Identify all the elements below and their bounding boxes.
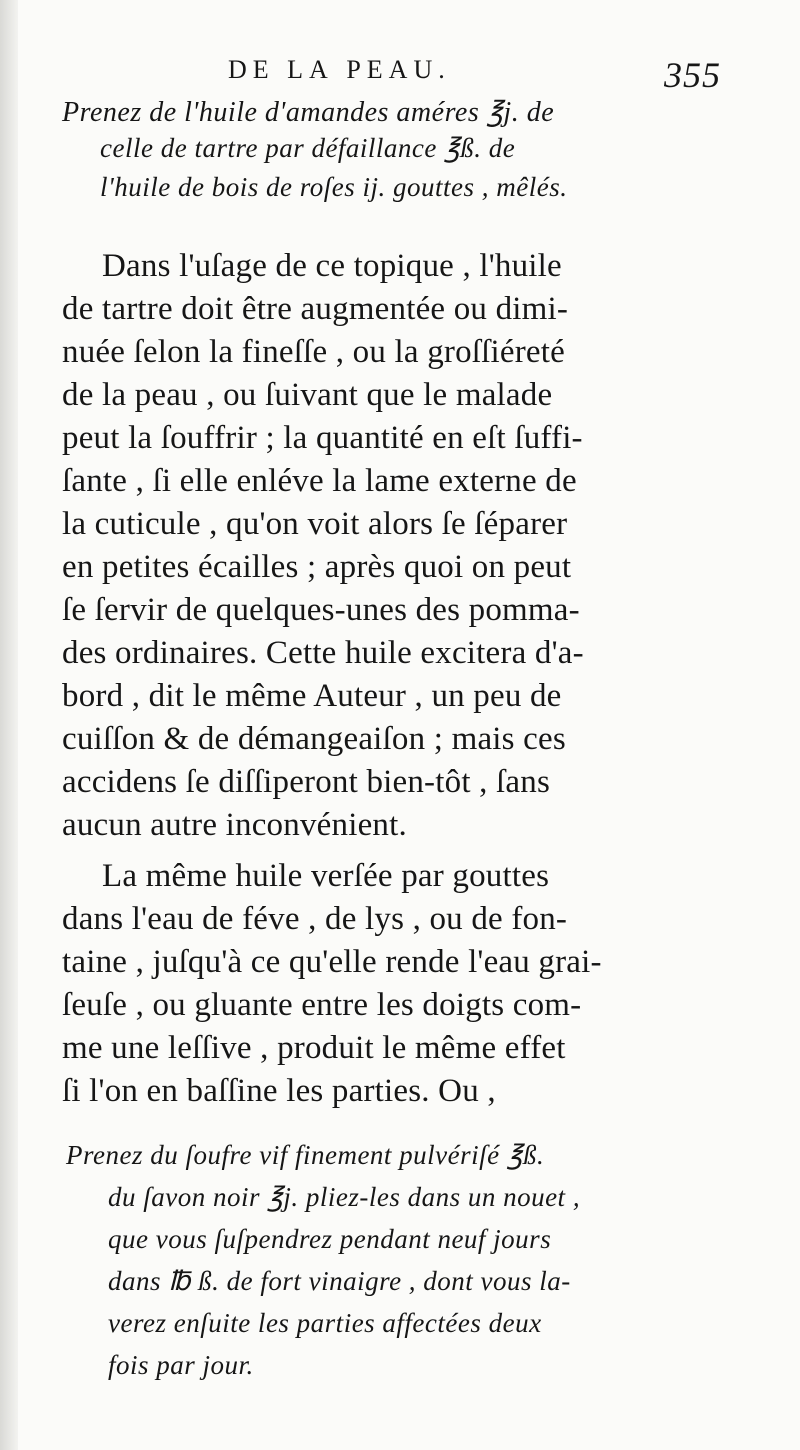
text-line: dans ℔ ß. de fort vinaigre , dont vous la- <box>108 1266 571 1296</box>
text-line: cuiſſon & de démangeaiſon ; mais ces <box>62 721 566 757</box>
text-line: la cuticule , qu'on voit alors ſe ſéparer <box>62 506 568 542</box>
recipe-block-1 <box>0 95 800 225</box>
text-line: bord , dit le même Auteur , un peu de <box>62 678 562 714</box>
text-line: accidens ſe diſſiperont bien-tôt , ſans <box>62 764 550 800</box>
paragraph-2 <box>0 850 800 1120</box>
text-line: du ſavon noir ℥j. pliez-les dans un nouet , <box>108 1182 581 1212</box>
text-line: dans l'eau de féve , de lys , ou de fon- <box>62 901 568 937</box>
text-line: de la peau , ou ſuivant que le malade <box>62 377 553 413</box>
running-head-word: DE <box>228 55 275 84</box>
text-line: ſi l'on en baſſine les parties. Ou , <box>62 1073 496 1109</box>
running-head-word: PEAU. <box>346 55 451 84</box>
text-line: ſante , ſi elle enléve la lame externe de <box>62 463 577 499</box>
text-line: aucun autre inconvénient. <box>62 807 407 843</box>
text-line: fois par jour. <box>108 1350 254 1380</box>
text-line: Prenez du ſoufre vif finement pulvériſé ℥ß. <box>66 1140 545 1170</box>
text-line: verez enſuite les parties affectées deux <box>108 1308 542 1338</box>
text-line: en petites écailles ; après quoi on peut <box>62 549 572 585</box>
recipe-block-2 <box>0 1140 800 1400</box>
running-head <box>228 52 451 86</box>
text-line: celle de tartre par défaillance ℥ß. de <box>100 133 516 163</box>
text-line: l'huile de bois de roſes ij. gouttes , mêlés. <box>100 172 568 202</box>
text-line: des ordinaires. Cette huile excitera d'a- <box>62 635 584 671</box>
text-line: que vous ſuſpendrez pendant neuf jours <box>108 1224 552 1254</box>
text-line: ſeuſe , ou gluante entre les doigts com- <box>62 987 582 1023</box>
text-line: me une leſſive , produit le même effet <box>62 1030 566 1066</box>
paragraph-1 <box>0 240 800 850</box>
text-line: Prenez de l'huile d'amandes améres ℥j. de <box>62 97 555 128</box>
text-line: ſe ſervir de quelques-unes des pomma- <box>62 592 580 628</box>
text-line: peut la ſouffrir ; la quantité en eſt ſuffi- <box>62 420 583 456</box>
page-header <box>0 48 800 98</box>
text-line: taine , juſqu'à ce qu'elle rende l'eau grai- <box>62 944 602 980</box>
page-number: 355 <box>664 55 721 95</box>
text-line: nuée ſelon la fineſſe , ou la groſſiéreté <box>62 334 565 370</box>
text-line: Dans l'uſage de ce topique , l'huile <box>102 248 562 284</box>
text-line: de tartre doit être augmentée ou dimi- <box>62 291 569 327</box>
running-head-word: LA <box>287 55 334 84</box>
text-line: La même huile verſée par gouttes <box>102 858 550 894</box>
